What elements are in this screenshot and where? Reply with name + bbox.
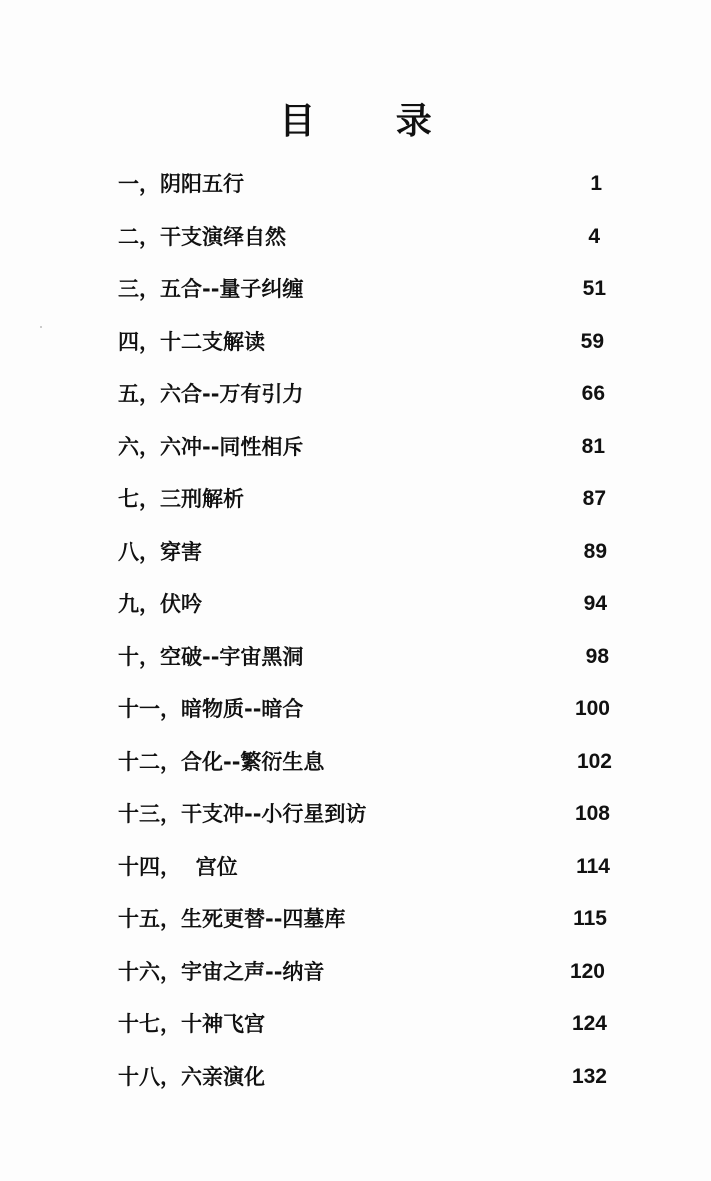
toc-entry-title: 二，干支演绎自然 bbox=[118, 224, 286, 249]
toc-entry[interactable] bbox=[0, 736, 711, 789]
toc-entry-title: 四，十二支解读 bbox=[118, 329, 265, 354]
toc-entry[interactable] bbox=[0, 211, 711, 264]
toc-entry-page: 87 bbox=[582, 487, 606, 510]
toc-entry-title: 九，伏吟 bbox=[118, 592, 202, 616]
toc-entry[interactable] bbox=[0, 368, 711, 421]
toc-entry[interactable] bbox=[0, 893, 711, 946]
toc-entry[interactable] bbox=[0, 316, 711, 369]
toc-entry-page: 1 bbox=[590, 172, 602, 195]
toc-entry[interactable] bbox=[0, 526, 711, 579]
toc-entry-page: 132 bbox=[571, 1064, 607, 1088]
toc-entry-page: 51 bbox=[582, 277, 606, 300]
toc-entry[interactable] bbox=[0, 158, 711, 211]
toc-entry-page: 124 bbox=[571, 1012, 607, 1035]
toc-entry-page: 66 bbox=[581, 382, 605, 405]
toc-entry-page: 102 bbox=[576, 749, 612, 773]
toc-entry[interactable] bbox=[0, 263, 711, 316]
toc-entry-title: 三，五合--量子纠缠 bbox=[118, 277, 304, 301]
toc-entry-title: 六，六冲--同性相斥 bbox=[118, 434, 304, 459]
toc-entry[interactable] bbox=[0, 788, 711, 841]
toc-entry-title: 七，三刑解析 bbox=[118, 487, 244, 511]
toc-entry-title: 十五，生死更替--四墓库 bbox=[118, 907, 346, 931]
toc-entry[interactable] bbox=[0, 421, 711, 474]
toc-list bbox=[0, 158, 711, 1103]
toc-heading: 目 录 bbox=[279, 101, 466, 142]
toc-entry[interactable] bbox=[0, 1051, 711, 1104]
toc-entry-page: 4 bbox=[588, 224, 600, 248]
toc-entry-page: 98 bbox=[585, 644, 609, 668]
toc-entry-title: 一，阴阳五行 bbox=[118, 172, 244, 196]
toc-entry[interactable] bbox=[0, 998, 711, 1051]
toc-entry[interactable] bbox=[0, 473, 711, 526]
toc-entry-title: 十，空破--宇宙黑洞 bbox=[118, 644, 304, 669]
toc-entry[interactable] bbox=[0, 683, 711, 736]
toc-entry-title: 八，穿害 bbox=[118, 539, 202, 564]
toc-entry-title: 十一，暗物质--暗合 bbox=[118, 697, 304, 721]
toc-entry-title: 五，六合--万有引力 bbox=[118, 382, 304, 406]
toc-entry-page: 59 bbox=[580, 329, 604, 353]
toc-entry[interactable] bbox=[0, 946, 711, 999]
toc-entry-page: 108 bbox=[574, 802, 610, 825]
toc-entry-page: 115 bbox=[573, 907, 607, 930]
toc-entry[interactable] bbox=[0, 631, 711, 684]
toc-entry-page: 81 bbox=[581, 434, 605, 458]
toc-entry-page: 114 bbox=[576, 854, 610, 878]
toc-entry-page: 100 bbox=[574, 697, 610, 720]
toc-entry[interactable] bbox=[0, 841, 711, 894]
toc-entry-title: 十六，宇宙之声--纳音 bbox=[118, 959, 325, 984]
toc-entry-page: 120 bbox=[569, 959, 605, 983]
toc-entry-page: 94 bbox=[583, 592, 607, 615]
toc-entry-page: 89 bbox=[583, 539, 607, 563]
toc-entry-title: 十七，十神飞宫 bbox=[118, 1012, 265, 1036]
toc-entry-title: 十二，合化--繁衍生息 bbox=[118, 749, 325, 774]
toc-entry[interactable] bbox=[0, 578, 711, 631]
toc-entry-title: 十八，六亲演化 bbox=[118, 1064, 265, 1089]
toc-entry-title: 十三，干支冲--小行星到访 bbox=[118, 802, 367, 826]
toc-entry-title: 十四， 宫位 bbox=[118, 854, 238, 879]
